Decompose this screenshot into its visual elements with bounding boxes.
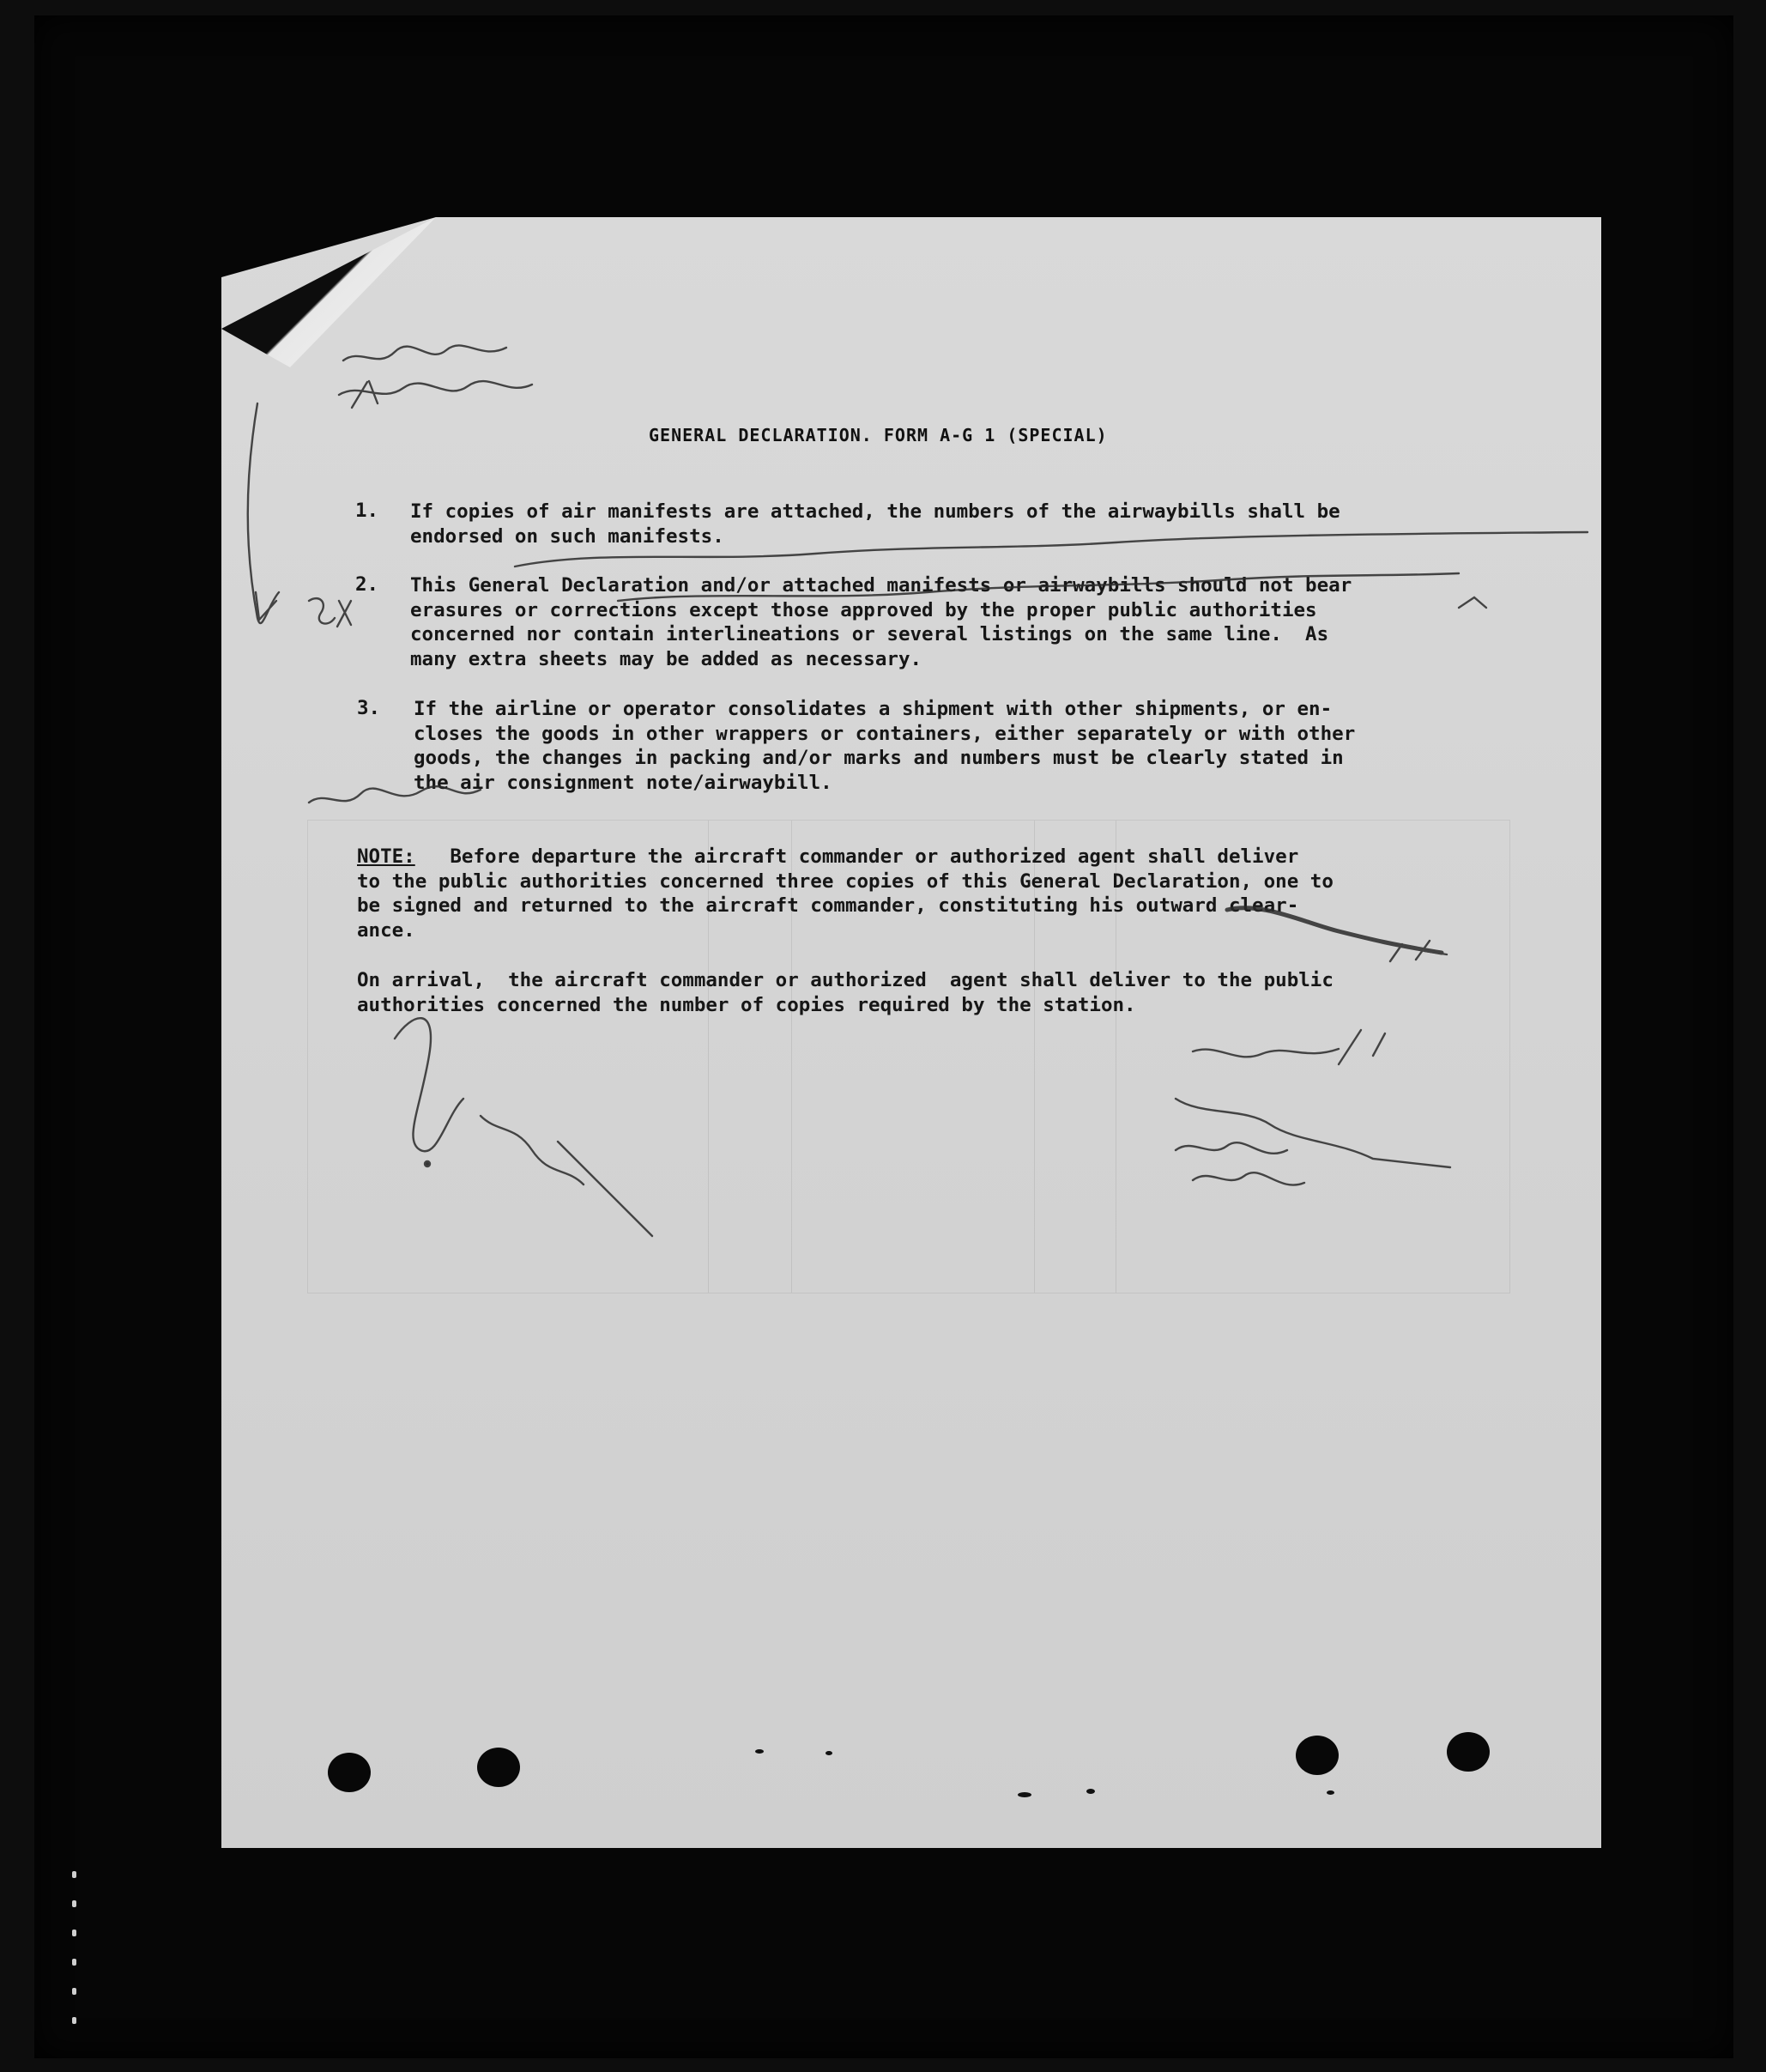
item-1-line-1: If copies of air manifests are attached, the numbers of the airwaybills shall be: [410, 500, 1340, 523]
speck: [755, 1749, 764, 1754]
item-number: 2.: [355, 573, 379, 596]
speck: [1327, 1790, 1334, 1795]
item-1-line-2: endorsed on such manifests.: [410, 524, 724, 548]
punch-hole: [1447, 1732, 1490, 1772]
item-2-line-2: erasures or corrections except those approved by the proper public authorities: [410, 598, 1317, 621]
speck: [1086, 1789, 1095, 1794]
arrival-line-2: authorities concerned the number of copies required by the station.: [357, 993, 1136, 1016]
note-first-line-text: Before departure the aircraft commander or authorized agent shall deliver: [414, 845, 1299, 868]
item-2-line-4: many extra sheets may be added as necessary.: [410, 647, 922, 670]
punch-hole: [477, 1748, 520, 1787]
note-line-4: ance.: [357, 918, 415, 942]
item-2-line-3: concerned nor contain interlineations or several listings on the same line. As: [410, 623, 1329, 645]
item-3-line-4: the air consignment note/airwaybill.: [414, 771, 832, 794]
item-3-line-2: closes the goods in other wrappers or containers, either separately or with other: [414, 722, 1356, 745]
item-number: 3.: [357, 697, 381, 719]
item-2-line-1: This General Declaration and/or attached manifests or airwaybills should not bear: [410, 574, 1352, 597]
note-label: NOTE:: [357, 845, 415, 868]
item-3-line-3: goods, the changes in packing and/or marks and numbers must be clearly stated in: [414, 747, 1344, 769]
note-line-2: to the public authorities concerned three copies of this General Declaration, one to: [357, 869, 1334, 893]
speck: [826, 1751, 832, 1755]
page-title: GENERAL DECLARATION. FORM A-G 1 (SPECIAL): [649, 425, 1108, 445]
punch-hole: [1296, 1736, 1339, 1775]
film-edge-marks: [72, 1871, 79, 2060]
note-line-3: be signed and returned to the aircraft commander, constituting his outward clear-: [357, 894, 1299, 917]
item-3-line-1: If the airline or operator consolidates a shipment with other shipments, or en-: [414, 698, 1333, 720]
speck: [1018, 1792, 1031, 1797]
arrival-line-1: On arrival, the aircraft commander or authorized agent shall deliver to the public: [357, 969, 1334, 991]
item-number: 1.: [355, 500, 379, 522]
punch-hole: [328, 1753, 371, 1792]
